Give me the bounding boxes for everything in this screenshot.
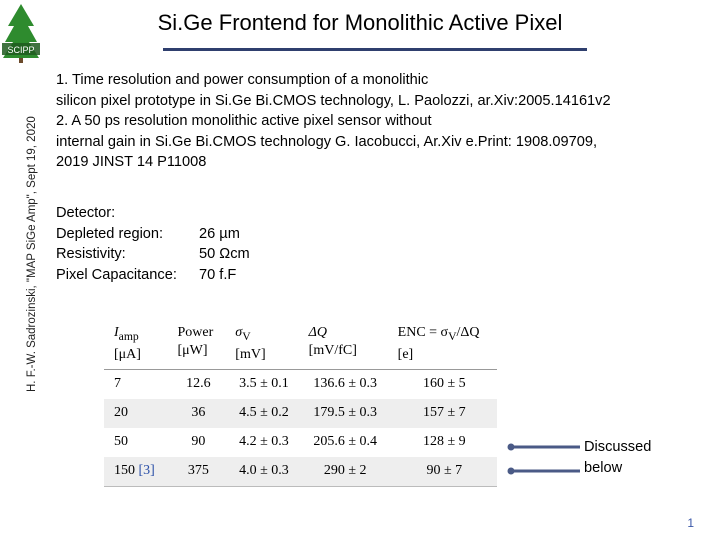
references-block [56, 70, 696, 173]
cell-sigma: 4.5 ± 0.2 [225, 399, 298, 428]
detector-specs [56, 203, 250, 285]
col-header-dq: ΔQ [mV/fC] [299, 318, 388, 369]
cell-power: 36 [167, 399, 225, 428]
author-side-note: H. F.-W. Sadrozinski, "MAP SiGe Amp", Sept 19, 2020 [26, 116, 38, 392]
col-unit: [mV] [235, 346, 266, 362]
cell-dq: 179.5 ± 0.3 [299, 399, 388, 428]
cell-sigma: 3.5 ± 0.1 [239, 376, 289, 392]
cell-enc: 128 ± 9 [422, 434, 466, 450]
table-row [104, 369, 497, 399]
reference-line: 2. A 50 ps resolution monolithic active pixel sensor without [56, 113, 432, 129]
col-header-sigma: $\sigma_V$ [mV] [225, 318, 298, 369]
spec-value: 50 Ωcm [199, 246, 250, 262]
cell-enc: 90 ± 7 [388, 457, 497, 487]
col-unit: [μA] [114, 346, 141, 362]
table-header-row [104, 318, 497, 369]
spec-label: Depleted region: [56, 225, 164, 242]
col-header-power: Power [μW] [167, 318, 225, 369]
table-row [104, 399, 497, 428]
col-unit: [μW] [177, 343, 208, 358]
cell-dq: 290 ± 2 [299, 457, 388, 487]
arrow-dot [508, 444, 515, 451]
spec-label: Pixel Capacitance: [56, 266, 177, 283]
spec-label: Resistivity: [56, 246, 126, 262]
logo-text: SCIPP [7, 45, 35, 55]
arrow-dot [508, 468, 515, 475]
cell-enc: 157 ± 7 [388, 399, 497, 428]
col-unit: [e] [397, 346, 414, 362]
spec-value: 70 f.F [199, 266, 237, 283]
spec-row [56, 265, 250, 286]
col-header-iamp: $I_{amp}$ [μA] [104, 318, 167, 369]
cell-iamp: 7 [114, 376, 121, 392]
title-underline [163, 48, 587, 51]
cell-iamp: 50 [114, 434, 128, 450]
discussed-below-label: Discussed below [584, 439, 652, 476]
cell-enc: 160 ± 5 [422, 376, 466, 392]
cell-sigma: 4.2 ± 0.3 [239, 434, 289, 450]
detector-heading: Detector: [56, 205, 116, 221]
cell-dq: 136.6 ± 0.3 [313, 376, 377, 392]
cell-power: 12.6 [186, 376, 211, 392]
cell-sigma: 4.0 ± 0.3 [225, 457, 298, 487]
reference-line: 2019 JINST 14 P11008 [56, 154, 207, 170]
table-row [104, 457, 497, 487]
spec-value: 26 µm [199, 225, 240, 242]
cell-power: 375 [167, 457, 225, 487]
spec-row [56, 244, 250, 265]
spec-row [56, 224, 250, 245]
reference-line: 1. Time resolution and power consumption of a monolithic [56, 72, 429, 88]
cell-iamp: 20 [104, 399, 167, 428]
table-row [104, 428, 497, 457]
results-table [104, 318, 497, 487]
cell-iamp: 150 [3] [104, 457, 167, 487]
col-unit: [mV/fC] [308, 343, 357, 358]
col-header-enc: ENC = $\sigma_V/\Delta Q$ [e] [388, 318, 497, 369]
page-title: Si.Ge Frontend for Monolithic Active Pixel [157, 10, 563, 35]
reference-line: internal gain in Si.Ge Bi.CMOS technology G. Iacobucci, Ar.Xiv e.Print: 1908.09709, [56, 133, 598, 150]
citation-link[interactable]: [3] [138, 463, 155, 479]
page-number: 1 [687, 516, 694, 530]
cell-power: 90 [191, 434, 206, 450]
callout-arrows [504, 440, 584, 476]
cell-dq: 205.6 ± 0.4 [313, 434, 377, 450]
reference-line: silicon pixel prototype in Si.Ge Bi.CMOS technology, L. Paolozzi, ar.Xiv:2005.14161v2 [56, 92, 611, 109]
